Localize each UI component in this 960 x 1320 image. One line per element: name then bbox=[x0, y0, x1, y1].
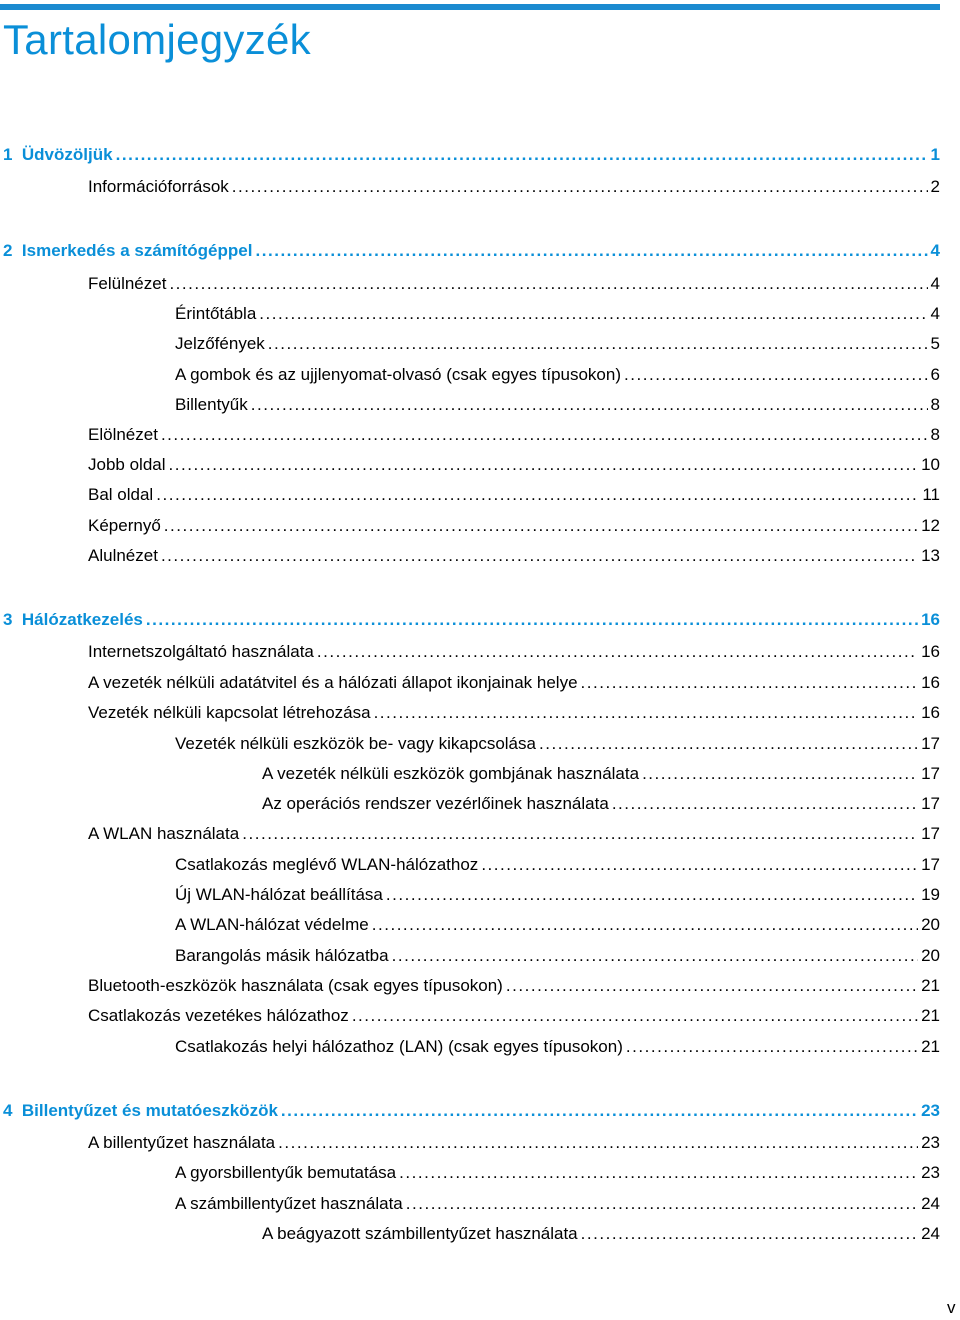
toc-entry[interactable] bbox=[0, 854, 940, 876]
toc-entry-page: 20 bbox=[921, 915, 940, 934]
dot-leader bbox=[386, 884, 918, 906]
toc-entry-label: Információforrások bbox=[88, 177, 229, 196]
toc-entry[interactable] bbox=[0, 303, 940, 325]
toc-entry-label: Jobb oldal bbox=[88, 455, 166, 474]
dot-leader bbox=[481, 854, 918, 876]
toc-entry-page: 23 bbox=[921, 1101, 940, 1120]
toc-entry[interactable] bbox=[0, 1005, 940, 1027]
toc-entry-label: Az operációs rendszer vezérlőinek használata bbox=[262, 794, 609, 813]
toc-entry-page: 4 bbox=[930, 274, 940, 293]
toc-entry-label: Képernyő bbox=[88, 516, 161, 535]
toc-entry[interactable] bbox=[0, 273, 940, 295]
dot-leader bbox=[255, 240, 927, 262]
toc-entry-page: 4 bbox=[930, 241, 940, 260]
toc-entry-label: Vezeték nélküli eszközök be- vagy kikapcsolása bbox=[175, 734, 536, 753]
toc-entry-page: 23 bbox=[921, 1133, 940, 1152]
toc-entry[interactable] bbox=[0, 333, 940, 355]
toc-entry-page: 19 bbox=[921, 885, 940, 904]
dot-leader bbox=[612, 793, 918, 815]
toc-entry[interactable] bbox=[0, 1162, 940, 1184]
dot-leader bbox=[626, 1036, 918, 1058]
dot-leader bbox=[268, 333, 928, 355]
toc-entry-label: 2 Ismerkedés a számítógéppel bbox=[3, 241, 253, 260]
toc-entry-page: 16 bbox=[921, 642, 940, 661]
toc-entry[interactable] bbox=[0, 945, 940, 967]
toc-entry-label: A gombok és az ujjlenyomat-olvasó (csak egyes típusokon) bbox=[175, 365, 622, 384]
toc-entry-page: 16 bbox=[921, 673, 940, 692]
toc-entry-page: 17 bbox=[921, 764, 940, 783]
toc-entry[interactable] bbox=[0, 515, 940, 537]
toc-chapter[interactable] bbox=[0, 1100, 940, 1122]
toc-entry[interactable] bbox=[0, 1132, 940, 1154]
toc-entry-label: Érintőtábla bbox=[175, 304, 257, 323]
dot-leader bbox=[539, 733, 918, 755]
toc-entry-page: 2 bbox=[930, 177, 940, 196]
toc-entry-label: A WLAN-hálózat védelme bbox=[175, 915, 369, 934]
toc-entry[interactable] bbox=[0, 823, 940, 845]
toc-entry-label: Felülnézet bbox=[88, 274, 167, 293]
toc-entry[interactable] bbox=[0, 454, 940, 476]
toc-entry-label: A billentyűzet használata bbox=[88, 1133, 276, 1152]
dot-leader bbox=[251, 394, 928, 416]
toc-entry-page: 12 bbox=[921, 516, 940, 535]
toc-entry-page: 17 bbox=[921, 734, 940, 753]
toc-entry-label: 3 Hálózatkezelés bbox=[3, 610, 143, 629]
toc-entry-page: 21 bbox=[921, 976, 940, 995]
toc-entry[interactable] bbox=[0, 975, 940, 997]
toc-entry-page: 8 bbox=[930, 425, 940, 444]
toc-entry-page: 16 bbox=[921, 610, 940, 629]
toc-entry-label: Bal oldal bbox=[88, 485, 154, 504]
toc-entry[interactable] bbox=[0, 702, 940, 724]
dot-leader bbox=[506, 975, 918, 997]
toc-entry-label: A vezeték nélküli adatátvitel és a hálózati állapot ikonjainak helye bbox=[88, 673, 578, 692]
toc-entry-label: Billentyűk bbox=[175, 395, 248, 414]
toc-entry-label: A vezeték nélküli eszközök gombjának használata bbox=[262, 764, 640, 783]
dot-leader bbox=[259, 303, 927, 325]
toc-entry-page: 1 bbox=[930, 145, 940, 164]
toc-entry-page: 23 bbox=[921, 1163, 940, 1182]
toc-entry[interactable] bbox=[0, 641, 940, 663]
toc-entry-page: 16 bbox=[921, 703, 940, 722]
dot-leader bbox=[406, 1193, 918, 1215]
toc-chapter[interactable] bbox=[0, 144, 940, 166]
dot-leader bbox=[169, 273, 927, 295]
toc-entry-label: A beágyazott számbillentyűzet használata bbox=[262, 1224, 578, 1243]
toc-entry-page: 11 bbox=[922, 485, 940, 504]
dot-leader bbox=[581, 1223, 918, 1245]
dot-leader bbox=[242, 823, 918, 845]
dot-leader bbox=[642, 763, 918, 785]
toc-entry-label: A gyorsbillentyűk bemutatása bbox=[175, 1163, 397, 1182]
toc-entry-label: Csatlakozás vezetékes hálózathoz bbox=[88, 1006, 349, 1025]
toc-entry[interactable] bbox=[0, 364, 940, 386]
dot-leader bbox=[317, 641, 918, 663]
toc-entry-label: Bluetooth-eszközök használata (csak egyes típusokon) bbox=[88, 976, 503, 995]
toc-entry-label: Internetszolgáltató használata bbox=[88, 642, 314, 661]
toc-entry-label: Elölnézet bbox=[88, 425, 158, 444]
toc-entry[interactable] bbox=[0, 545, 940, 567]
toc-entry-page: 4 bbox=[930, 304, 940, 323]
dot-leader bbox=[399, 1162, 918, 1184]
toc-entry-page: 20 bbox=[921, 946, 940, 965]
toc-chapter[interactable] bbox=[0, 609, 940, 631]
toc-entry-label: Vezeték nélküli kapcsolat létrehozása bbox=[88, 703, 371, 722]
toc-entry[interactable] bbox=[0, 793, 940, 815]
toc-entry-page: 6 bbox=[930, 365, 940, 384]
dot-leader bbox=[392, 945, 919, 967]
toc-entry-page: 17 bbox=[921, 794, 940, 813]
toc-entry-page: 24 bbox=[921, 1194, 940, 1213]
toc-entry[interactable] bbox=[0, 884, 940, 906]
toc-entry-page: 17 bbox=[921, 824, 940, 843]
toc-entry-label: Csatlakozás helyi hálózathoz (LAN) (csak egyes típusokon) bbox=[175, 1037, 623, 1056]
toc-entry-label: Jelzőfények bbox=[175, 334, 265, 353]
dot-leader bbox=[281, 1100, 918, 1122]
toc-entry-page: 17 bbox=[921, 855, 940, 874]
dot-leader bbox=[232, 176, 928, 198]
toc-entry[interactable] bbox=[0, 733, 940, 755]
toc-entry-label: Csatlakozás meglévő WLAN-hálózathoz bbox=[175, 855, 479, 874]
toc-entry-label: A számbillentyűzet használata bbox=[175, 1194, 403, 1213]
toc-entry-label: A WLAN használata bbox=[88, 824, 240, 843]
toc-chapter[interactable] bbox=[0, 240, 940, 262]
dot-leader bbox=[352, 1005, 918, 1027]
dot-leader bbox=[372, 914, 918, 936]
dot-leader bbox=[624, 364, 928, 386]
dot-leader bbox=[161, 424, 928, 446]
dot-leader bbox=[161, 545, 918, 567]
dot-leader bbox=[116, 144, 928, 166]
toc-entry[interactable] bbox=[0, 394, 940, 416]
toc-entry-page: 8 bbox=[930, 395, 940, 414]
dot-leader bbox=[146, 609, 918, 631]
dot-leader bbox=[581, 672, 919, 694]
page-title: Tartalomjegyzék bbox=[3, 16, 311, 63]
toc-entry-page: 5 bbox=[930, 334, 940, 353]
toc-entry[interactable] bbox=[0, 424, 940, 446]
header-rule bbox=[0, 4, 940, 10]
toc-entry[interactable] bbox=[0, 1193, 940, 1215]
toc-entry[interactable] bbox=[0, 672, 940, 694]
toc-entry[interactable] bbox=[0, 914, 940, 936]
toc-entry-page: 21 bbox=[921, 1037, 940, 1056]
dot-leader bbox=[278, 1132, 918, 1154]
toc-entry-page: 24 bbox=[921, 1224, 940, 1243]
toc-entry-label: Barangolás másik hálózatba bbox=[175, 946, 389, 965]
toc-entry-label: 1 Üdvözöljük bbox=[3, 145, 113, 164]
toc-entry-label: Új WLAN-hálózat beállítása bbox=[175, 885, 383, 904]
toc-entry[interactable] bbox=[0, 1036, 940, 1058]
toc-entry[interactable] bbox=[0, 763, 940, 785]
toc-entry[interactable] bbox=[0, 484, 940, 506]
toc-entry-page: 21 bbox=[921, 1006, 940, 1025]
toc-entry-label: 4 Billentyűzet és mutatóeszközök bbox=[3, 1101, 278, 1120]
toc-entry-page: 10 bbox=[921, 455, 940, 474]
toc-entry-page: 13 bbox=[921, 546, 940, 565]
dot-leader bbox=[374, 702, 919, 724]
dot-leader bbox=[164, 515, 918, 537]
dot-leader bbox=[169, 454, 919, 476]
toc-entry[interactable] bbox=[0, 1223, 940, 1245]
toc-entry[interactable] bbox=[0, 176, 940, 198]
toc-entry-label: Alulnézet bbox=[88, 546, 158, 565]
page-number: v bbox=[947, 1298, 956, 1317]
dot-leader bbox=[156, 484, 919, 506]
